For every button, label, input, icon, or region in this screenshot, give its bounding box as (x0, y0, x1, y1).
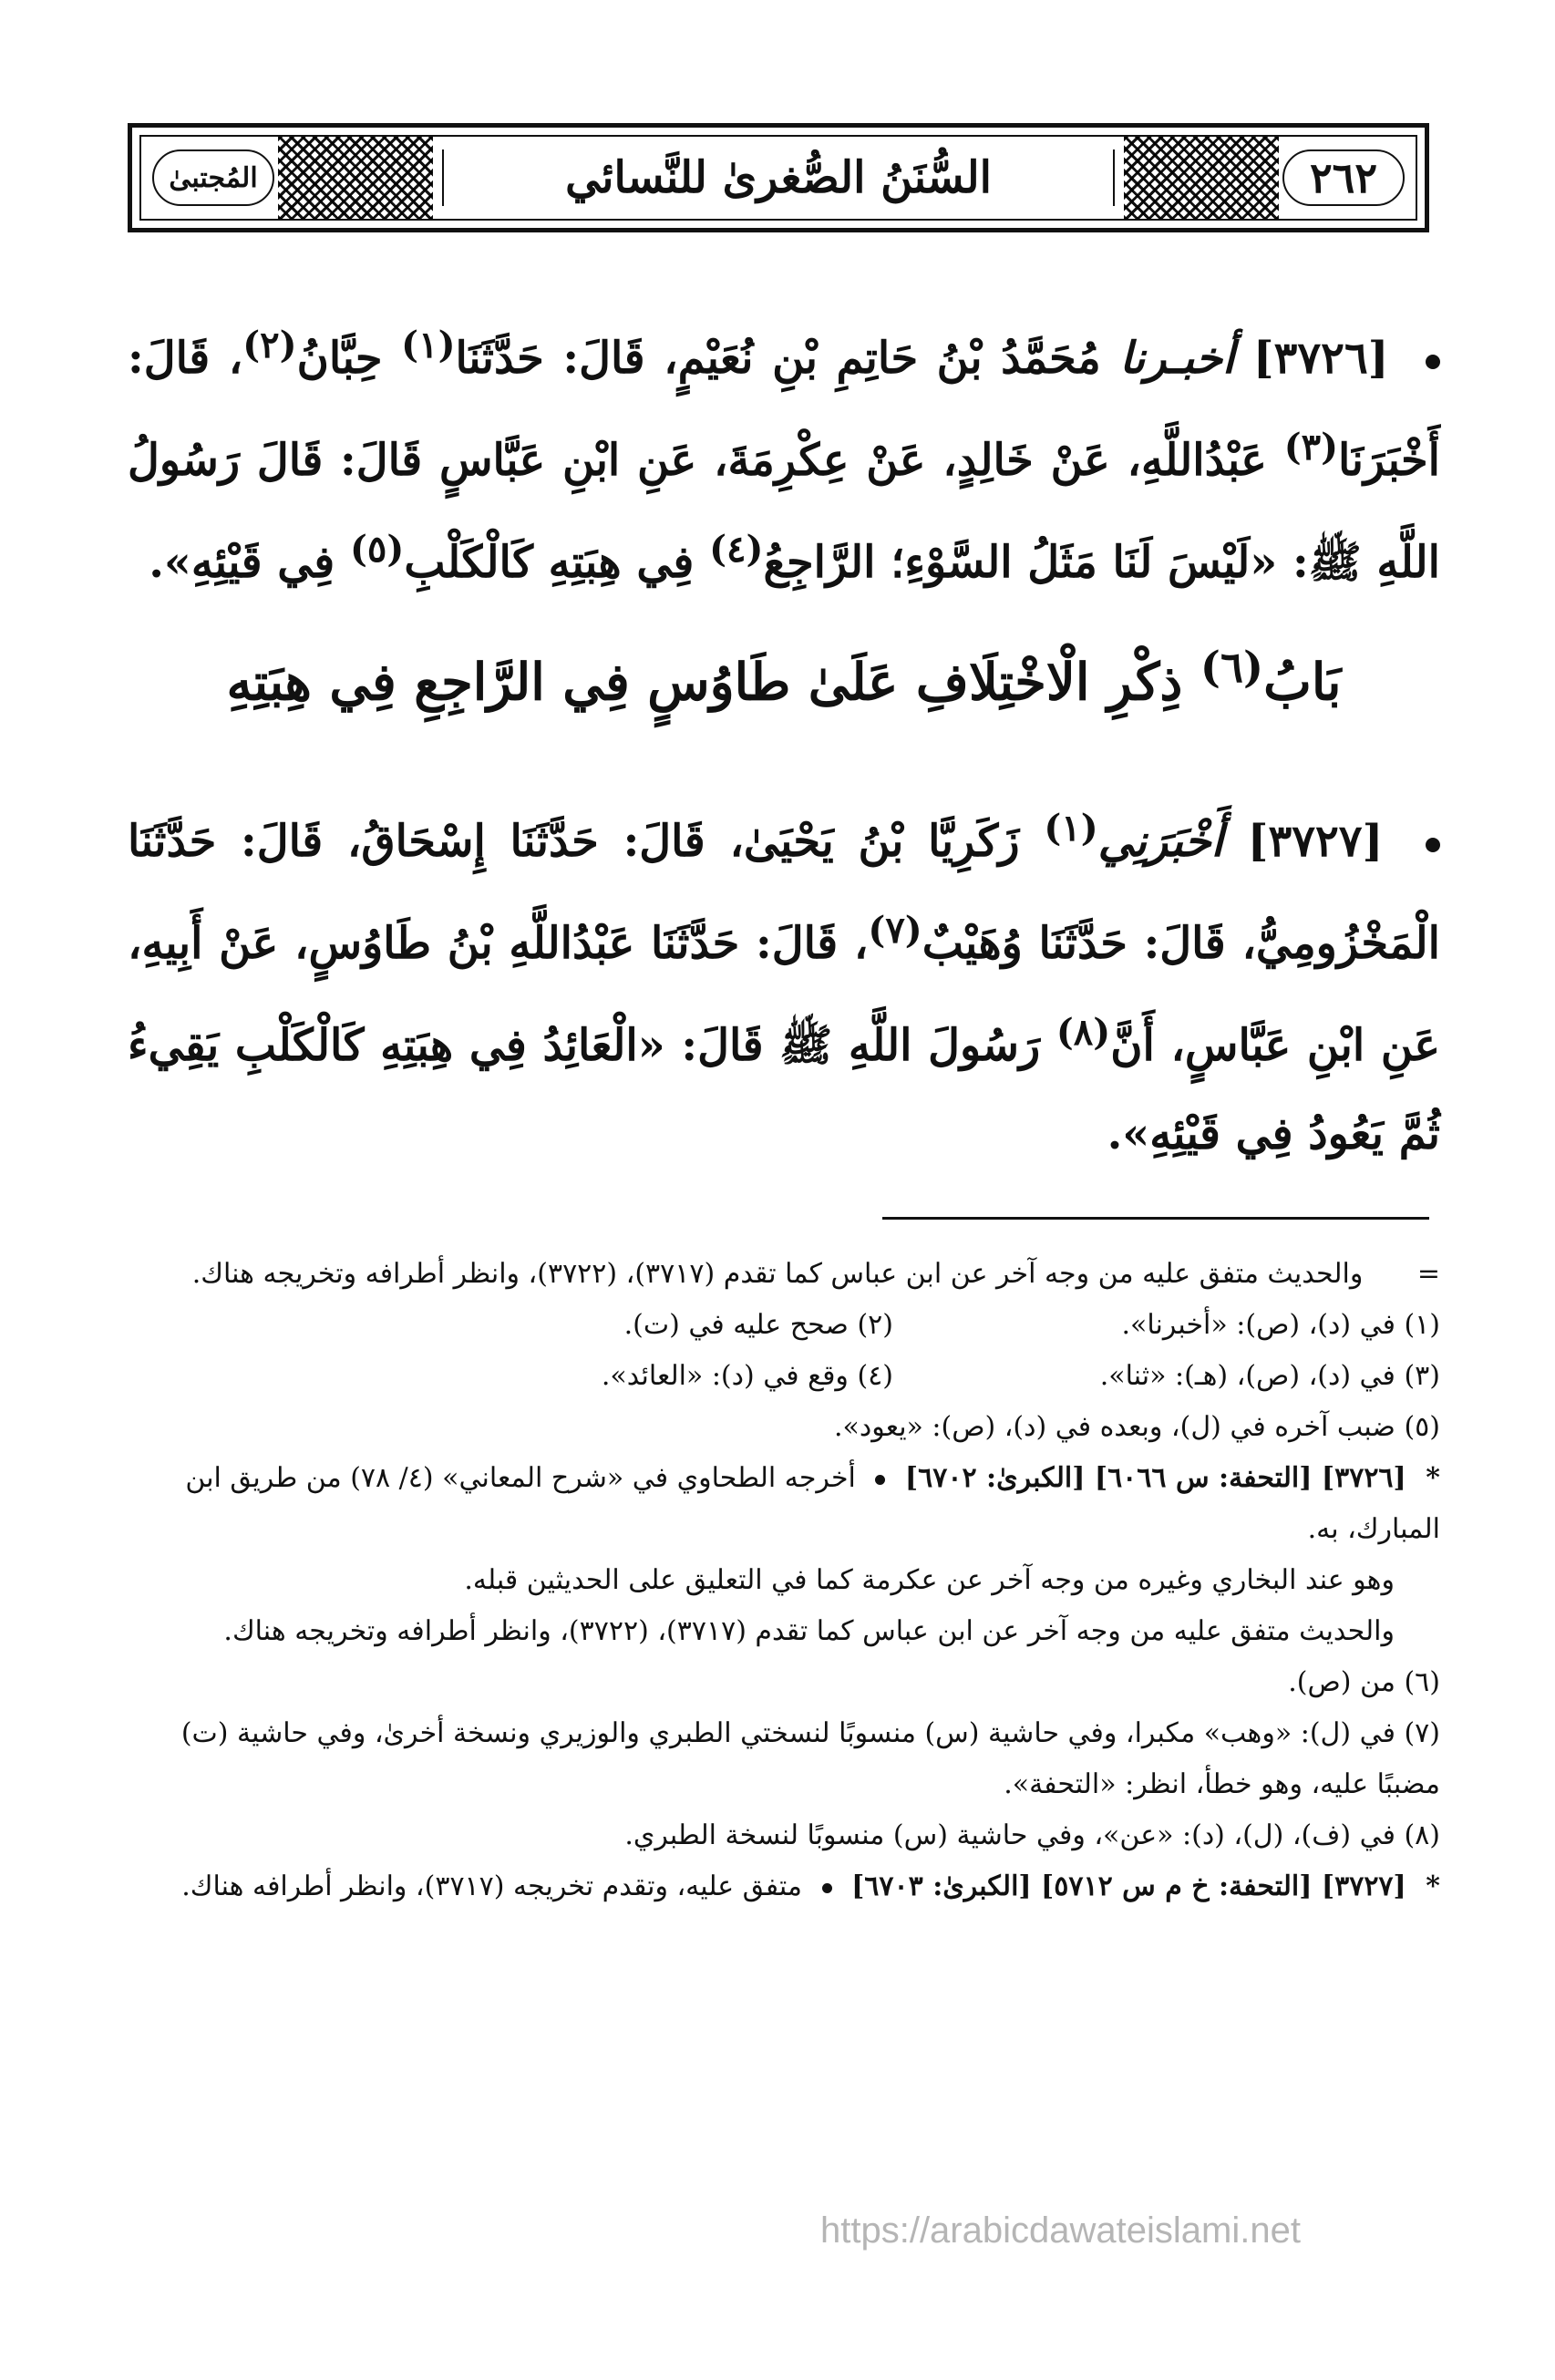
hadith-quote: فِي قَيْئِهِ». (149, 537, 335, 588)
hadith-quote: فِي هِبَتِهِ كَالْكَلْبِ (404, 537, 695, 588)
page-header-banner (128, 123, 1429, 232)
dot-icon (875, 1475, 885, 1485)
hadith-3727 (128, 784, 1440, 1179)
footnote-7: (٧) في (ل): «وهب» مكبرا، وفي حاشية (س) منسوبًا لنسختي الطبري والوزيري ونسخة أخرىٰ، وفي حاشية (ت) مضببًا عليه، وهو خطأ، انظر: «التحفة». (180, 1717, 1440, 1800)
footnote-text: والحديث متفق عليه من وجه آخر عن ابن عباس كما تقدم (٣٧١٧)، (٣٧٢٢)، وانظر أطرافه وتخريجه هناك. (191, 1258, 1364, 1290)
carry-mark: = (1416, 1258, 1440, 1290)
dot-icon (822, 1883, 832, 1893)
footnote-ref: (٥) (349, 528, 405, 571)
banner-frame (139, 135, 1417, 221)
footnote-6: (٦) من (ص). (1288, 1666, 1440, 1698)
chapter-heading (128, 643, 1440, 713)
takhrij-ref: [٣٧٢٧] [التحفة: خ م س ٥٧١٢] [الكبرىٰ: ٦٧٠٣] (851, 1870, 1406, 1902)
footnote-row (128, 1300, 1440, 1351)
footnote-separator (882, 1217, 1429, 1220)
hadith-text: رَسُولَ اللَّهِ ﷺ قَالَ: (681, 1020, 1041, 1071)
footnote-ref: (١) (1044, 807, 1098, 850)
watermark-url: https://arabicdawateislami.net (820, 2210, 1301, 2251)
takhrij-3727 (128, 1861, 1440, 1912)
book-badge: المُجتبىٰ (152, 149, 274, 206)
footnote-row (128, 1351, 1440, 1402)
footnote-1: (١) في (د)، (ص): «أخبرنا». (1121, 1309, 1440, 1341)
hadith-3726 (128, 301, 1440, 607)
hadith-lead: أخبـرنا (1119, 333, 1235, 384)
chapter-title: ذِكْرِ الْاخْتِلَافِ عَلَىٰ طَاوُسٍ فِي الرَّاجِعِ فِي هِبَتِهِ (226, 652, 1183, 713)
takhrij-3726 (128, 1453, 1440, 1555)
footnote-8: (٨) في (ف)، (ل)، (د): «عن»، وفي حاشية (س) منسوبًا لنسخة الطبري. (624, 1819, 1440, 1851)
hadith-number: [٣٧٢٦] (1252, 333, 1389, 384)
footnote-ref: (١) (401, 324, 456, 366)
hadith-number: [٣٧٢٧] (1247, 816, 1384, 867)
footnotes (128, 1249, 1440, 1912)
hadith-text: ، قَالَ: (128, 333, 243, 384)
bullet-icon (1426, 838, 1440, 852)
hadith-lead: أَخْبَرَنِي (1097, 816, 1224, 867)
hadith-quote: «الْعَائِدُ فِي هِبَتِهِ كَالْكَلْبِ يَقِيءُ ثُمَّ يَعُودُ فِي قَيْئِهِ». (128, 1020, 1440, 1159)
takhrij-ref: [٣٧٢٦] [التحفة: س ٦٠٦٦] [الكبرىٰ: ٦٧٠٢] (904, 1462, 1406, 1494)
footnote-ref: (٢) (242, 324, 297, 366)
footnote-3: (٣) في (د)، (ص)، (هـ): «ثنا». (1099, 1360, 1440, 1392)
takhrij-text: متفق عليه، وتقدم تخريجه (٣٧١٧)، وانظر أطرافه هناك. (181, 1870, 802, 1902)
ornament-strip-right (1124, 137, 1279, 219)
hadith-text: أَخْبَرَنَا (1338, 435, 1441, 486)
footnote-carryover (128, 1249, 1440, 1300)
footnote-ref: (٦) (1200, 643, 1264, 693)
hadith-quote: «لَيْسَ لَنَا مَثَلُ السَّوْءِ؛ الرَّاجِعُ (763, 537, 1278, 588)
footnote-ref: (٤) (709, 528, 764, 571)
bullet-icon (1426, 355, 1440, 369)
page-number: ٢٦٢ (1282, 149, 1405, 206)
ornament-strip-left (278, 137, 433, 219)
footnote-ref: (٨) (1056, 1011, 1111, 1054)
footnote-ref: (٣) (1283, 426, 1339, 469)
hadith-text: ، قَالَ: حَدَّثَنَا عَبْدُاللَّهِ بْنُ طَاوُسٍ، عَنْ أَبِيهِ، عَنِ ابْنِ عَبَّاسٍ، أَنَّ (128, 918, 1441, 1071)
footnote-5: (٥) ضبب آخره في (ل)، وبعده في (د)، (ص): «يعود». (833, 1411, 1440, 1443)
star-icon: * (1426, 1870, 1440, 1902)
footnote-2: (٢) صحح عليه في (ت). (623, 1309, 893, 1341)
star-icon: * (1426, 1462, 1440, 1494)
book-title: السُّنَنُ الصُّغرىٰ للنَّسائي (442, 149, 1115, 206)
footnote-ref: (٧) (868, 909, 922, 952)
chapter-label: بَابُ (1263, 652, 1342, 713)
hadith-text: مُحَمَّدُ بْنُ حَاتِمِ بْنِ نُعَيْمٍ، قَالَ: حَدَّثَنَا (455, 333, 1101, 384)
hadith-text: حِبَّانُ (296, 333, 383, 384)
takhrij-text: أخرجه الطحاوي في «شرح المعاني» (٤/ ٧٨) من طريق ابن المبارك، به. (185, 1462, 1440, 1545)
hadith-text: عَبْدُاللَّهِ، عَنْ خَالِدٍ، عَنْ عِكْرِمَةَ، عَنِ ابْنِ عَبَّاسٍ قَالَ: قَالَ رَسُولُ اللَّهِ ﷺ: (128, 435, 1440, 588)
hadith-text: زَكَرِيَّا بْنُ يَحْيَىٰ، قَالَ: حَدَّثَنَا إِسْحَاقُ، قَالَ: حَدَّثَنَا الْمَخْزُومِيُّ، قَالَ: حَدَّثَنَا وُهَيْبٌ (128, 816, 1441, 969)
takhrij-paragraph: وهو عند البخاري وغيره من وجه آخر عن عكرمة كما في التعليق على الحديثين قبله. (464, 1564, 1395, 1596)
footnote-4: (٤) وقع في (د): «العائد». (601, 1360, 893, 1392)
takhrij-paragraph: والحديث متفق عليه من وجه آخر عن ابن عباس كما تقدم (٣٧١٧)، (٣٧٢٢)، وانظر أطرافه وتخريجه هناك. (223, 1615, 1395, 1647)
